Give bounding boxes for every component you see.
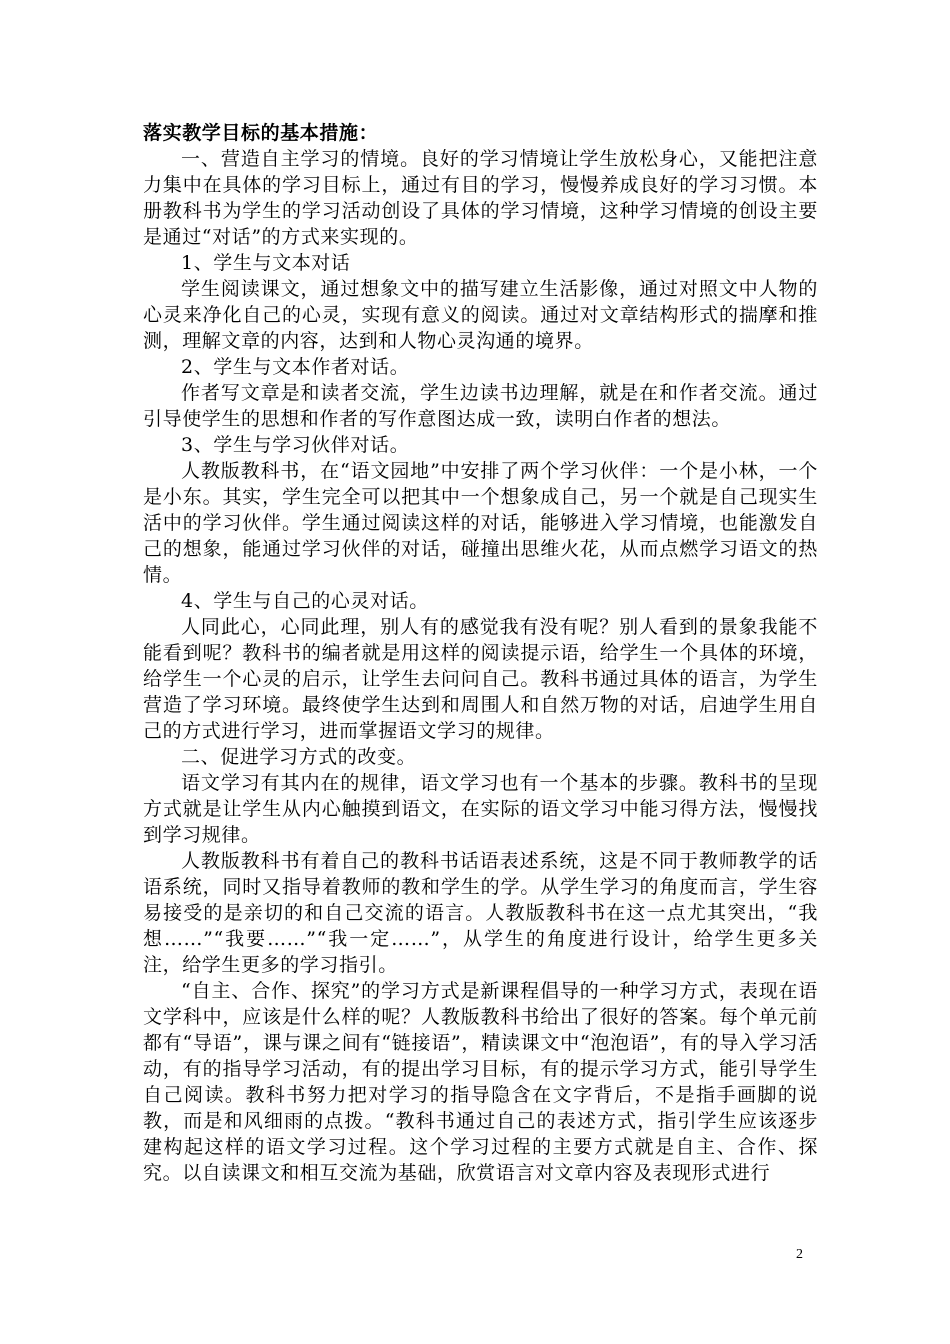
- paragraph-3: 学生阅读课文，通过想象文中的描写建立生活影像，通过对照文中人物的心灵来净化自己的心灵，实现有意义的阅读。通过对文章结构形式的揣摩和推测，理解文章的内容，达到和人物心灵沟通的境界。: [143, 278, 818, 352]
- paragraph-12: 人教版教科书有着自己的教科书话语表述系统，这是不同于教师教学的话语系统，同时又指导着教师的教和学生的学。从学生学习的角度而言，学生容易接受的是亲切的和自己交流的语言。人教版教科书在这一点尤其突出，“我想……”“我要……”“我一定……”，从学生的角度进行设计，给学生更多关注，给学生更多的学习指引。: [143, 850, 818, 976]
- document-body: [143, 120, 818, 1186]
- paragraph-1: 一、营造自主学习的情境。良好的学习情境让学生放松身心，又能把注意力集中在具体的学习目标上，通过有目的学习，慢慢养成良好的学习习惯。本册教科书为学生的学习活动创设了具体的学习情境，这种学习情境的创设主要是通过“对话”的方式来实现的。: [143, 148, 818, 248]
- paragraph-9: 人同此心，心同此理，别人有的感觉我有没有呢？别人看到的景象我能不能看到呢？教科书的编者就是用这样的阅读提示语，给学生一个具体的环境，给学生一个心灵的启示，让学生去问问自己。教科书通过具体的语言，为学生营造了学习环境。最终使学生达到和周围人和自然万物的对话，启迪学生用自己的方式进行学习，进而掌握语文学习的规律。: [143, 616, 818, 742]
- paragraph-8: 4、学生与自己的心灵对话。: [181, 590, 429, 612]
- paragraph-13: “自主、合作、探究”的学习方式是新课程倡导的一种学习方式，表现在语文学科中，应该是什么样的呢？人教版教科书给出了很好的答案。每个单元前都有“导语”，课与课之间有“链接语”，精读课文中“泡泡语”，有的导入学习活动，有的指导学习活动，有的提出学习目标，有的提示学习方式，能引导学生自己阅读。教科书努力把对学习的指导隐含在文字背后，不是指手画脚的说教，而是和风细雨的点拨。“教科书通过自己的表述方式，指引学生应该逐步建构起这样的语文学习过程。这个学习过程的主要方式就是自主、合作、探究。以自读课文和相互交流为基础，欣赏语言对文章内容及表现形式进行: [143, 980, 818, 1184]
- paragraph-7: 人教版教科书，在“语文园地”中安排了两个学习伙伴：一个是小林，一个是小东。其实，学生完全可以把其中一个想象成自己，另一个就是自己现实生活中的学习伙伴。学生通过阅读这样的对话，能够进入学习情境，也能激发自己的想象，能通过学习伙伴的对话，碰撞出思维火花，从而点燃学习语文的热情。: [143, 460, 818, 586]
- paragraph-4: 2、学生与文本作者对话。: [181, 356, 410, 378]
- paragraph-6: 3、学生与学习伙伴对话。: [181, 434, 410, 456]
- page-number: 2: [796, 1247, 803, 1262]
- paragraph-10: 二、促进学习方式的改变。: [181, 746, 417, 768]
- paragraph-2: 1、学生与文本对话: [181, 252, 351, 274]
- paragraph-5: 作者写文章是和读者交流，学生边读书边理解，就是在和作者交流。通过引导使学生的思想和作者的写作意图达成一致，读明白作者的想法。: [143, 382, 818, 430]
- paragraph-11: 语文学习有其内在的规律，语文学习也有一个基本的步骤。教科书的呈现方式就是让学生从内心触摸到语文，在实际的语文学习中能习得方法，慢慢找到学习规律。: [143, 772, 818, 846]
- section-heading: 落实教学目标的基本措施：: [143, 122, 379, 144]
